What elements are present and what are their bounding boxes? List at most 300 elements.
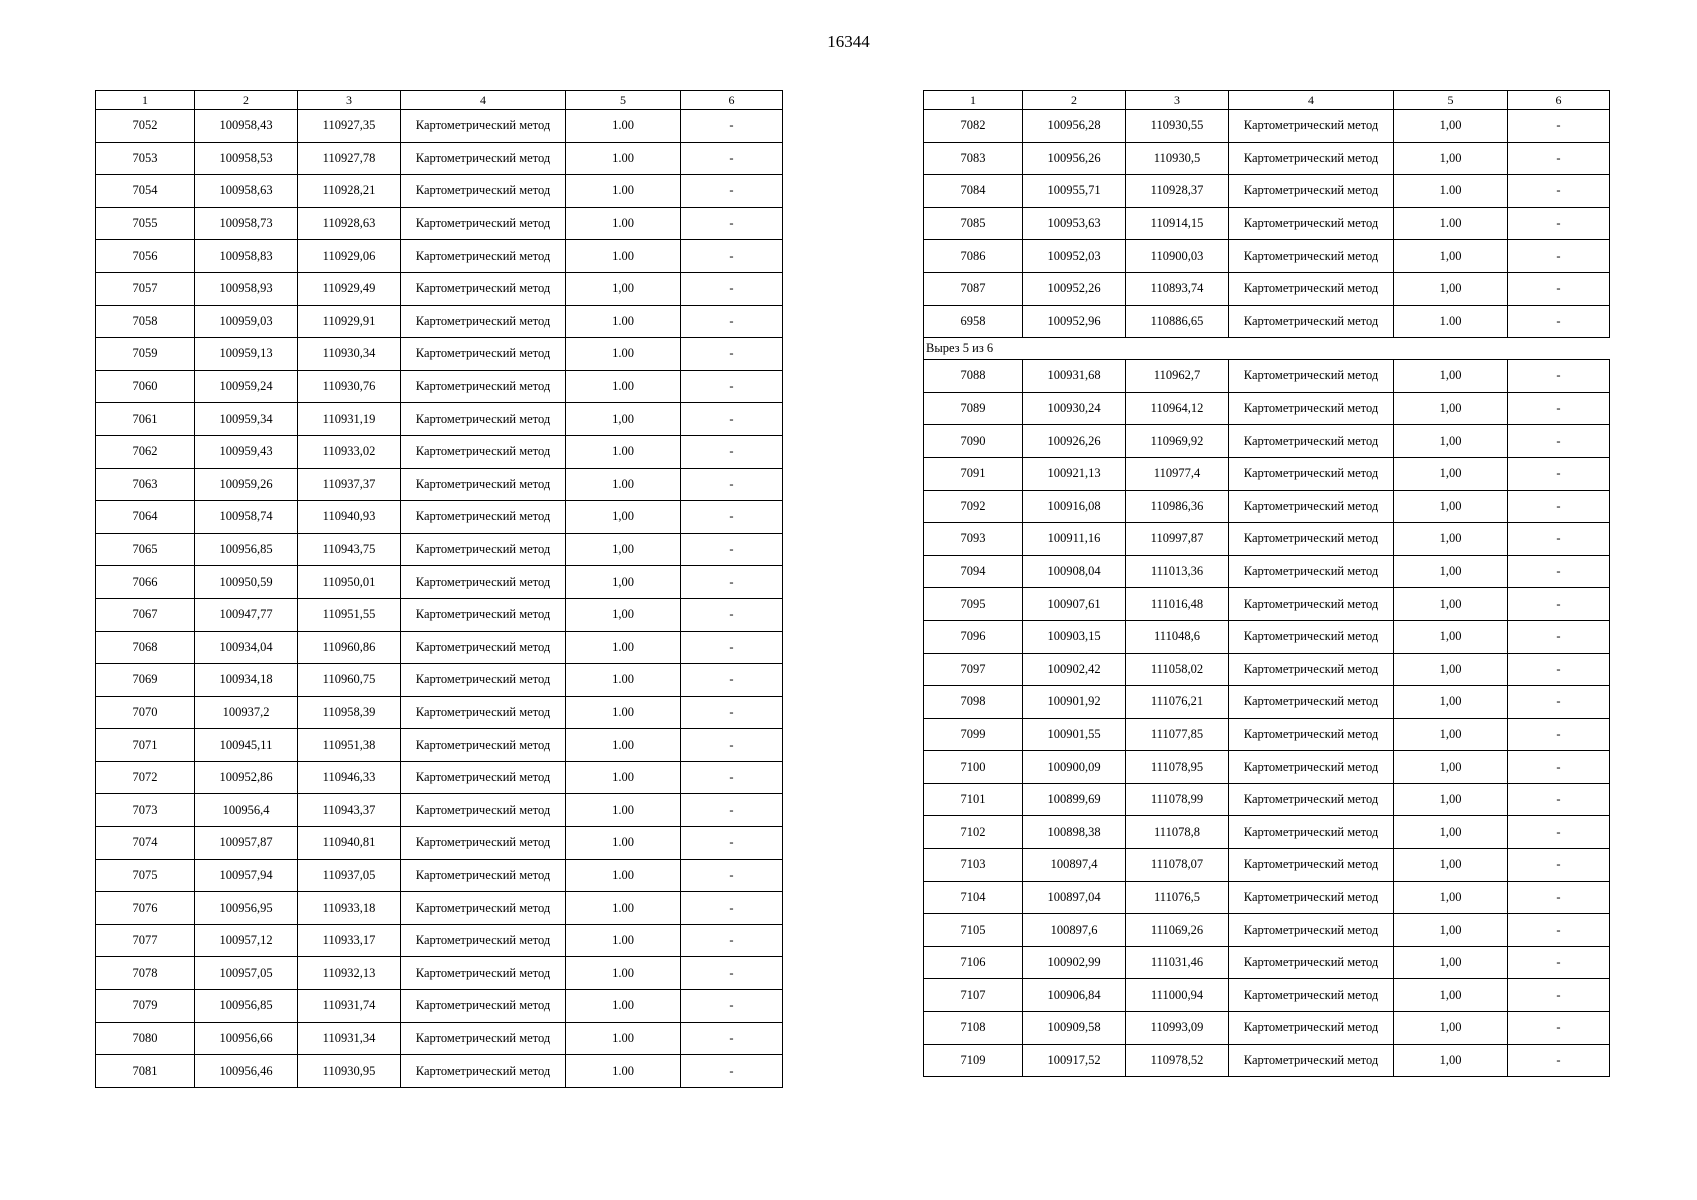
point-number-cell: 7063 (96, 468, 195, 501)
point-number-cell: 7098 (924, 686, 1023, 719)
table-row (96, 240, 783, 273)
description-cell: - (1508, 523, 1610, 556)
description-cell: - (681, 501, 783, 534)
y-coordinate-cell: 110986,36 (1126, 490, 1229, 523)
accuracy-cell: 1,00 (1394, 490, 1508, 523)
table-row (96, 761, 783, 794)
x-coordinate-cell: 100959,24 (195, 370, 298, 403)
point-number-cell: 7054 (96, 175, 195, 208)
table-row (924, 272, 1610, 305)
method-cell: Картометрический метод (401, 403, 566, 436)
accuracy-cell: 1,00 (1394, 360, 1508, 393)
x-coordinate-cell: 100901,55 (1023, 718, 1126, 751)
description-cell: - (681, 240, 783, 273)
description-cell: - (1508, 849, 1610, 882)
x-coordinate-cell: 100958,93 (195, 272, 298, 305)
description-cell: - (1508, 490, 1610, 523)
table-row (96, 990, 783, 1023)
method-cell: Картометрический метод (401, 892, 566, 925)
point-number-cell: 7106 (924, 946, 1023, 979)
accuracy-cell: 1,00 (1394, 110, 1508, 143)
accuracy-cell: 1.00 (566, 468, 681, 501)
y-coordinate-cell: 110929,06 (298, 240, 401, 273)
coordinates-table-left (95, 90, 783, 1088)
x-coordinate-cell: 100950,59 (195, 566, 298, 599)
point-number-cell: 6958 (924, 305, 1023, 338)
description-cell: - (681, 370, 783, 403)
method-cell: Картометрический метод (401, 761, 566, 794)
x-coordinate-cell: 100956,85 (195, 533, 298, 566)
table-row (924, 305, 1610, 338)
method-cell: Картометрический метод (401, 729, 566, 762)
x-coordinate-cell: 100897,04 (1023, 881, 1126, 914)
x-coordinate-cell: 100955,71 (1023, 175, 1126, 208)
x-coordinate-cell: 100959,26 (195, 468, 298, 501)
description-cell: - (681, 631, 783, 664)
x-coordinate-cell: 100956,26 (1023, 142, 1126, 175)
accuracy-cell: 1.00 (566, 892, 681, 925)
x-coordinate-cell: 100934,18 (195, 664, 298, 697)
x-coordinate-cell: 100958,74 (195, 501, 298, 534)
y-coordinate-cell: 110960,86 (298, 631, 401, 664)
description-cell: - (681, 924, 783, 957)
description-cell: - (1508, 110, 1610, 143)
description-cell: - (1508, 240, 1610, 273)
y-coordinate-cell: 110928,37 (1126, 175, 1229, 208)
y-coordinate-cell: 110930,5 (1126, 142, 1229, 175)
method-cell: Картометрический метод (401, 501, 566, 534)
y-coordinate-cell: 110960,75 (298, 664, 401, 697)
accuracy-cell: 1.00 (566, 924, 681, 957)
description-cell: - (681, 892, 783, 925)
y-coordinate-cell: 111016,48 (1126, 588, 1229, 621)
description-cell: - (1508, 457, 1610, 490)
table-header-row (96, 91, 783, 110)
description-cell: - (1508, 207, 1610, 240)
y-coordinate-cell: 110969,92 (1126, 425, 1229, 458)
accuracy-cell: 1,00 (1394, 849, 1508, 882)
description-cell: - (1508, 686, 1610, 719)
accuracy-cell: 1,00 (1394, 457, 1508, 490)
table-row (96, 501, 783, 534)
accuracy-cell: 1.00 (566, 240, 681, 273)
y-coordinate-cell: 111013,36 (1126, 555, 1229, 588)
point-number-cell: 7086 (924, 240, 1023, 273)
accuracy-cell: 1.00 (566, 696, 681, 729)
description-cell: - (681, 272, 783, 305)
accuracy-cell: 1,00 (1394, 142, 1508, 175)
description-cell: - (681, 305, 783, 338)
accuracy-cell: 1.00 (566, 729, 681, 762)
x-coordinate-cell: 100957,05 (195, 957, 298, 990)
accuracy-cell: 1,00 (1394, 979, 1508, 1012)
point-number-cell: 7056 (96, 240, 195, 273)
y-coordinate-cell: 110929,49 (298, 272, 401, 305)
method-cell: Картометрический метод (1229, 1012, 1394, 1045)
method-cell: Картометрический метод (1229, 360, 1394, 393)
description-cell: - (1508, 718, 1610, 751)
point-number-cell: 7107 (924, 979, 1023, 1012)
column-header: 5 (566, 91, 681, 110)
point-number-cell: 7082 (924, 110, 1023, 143)
description-cell: - (681, 598, 783, 631)
point-number-cell: 7073 (96, 794, 195, 827)
accuracy-cell: 1.00 (566, 1055, 681, 1088)
point-number-cell: 7102 (924, 816, 1023, 849)
table-row (924, 142, 1610, 175)
x-coordinate-cell: 100959,03 (195, 305, 298, 338)
x-coordinate-cell: 100959,43 (195, 435, 298, 468)
description-cell: - (681, 990, 783, 1023)
y-coordinate-cell: 110933,18 (298, 892, 401, 925)
table-row (96, 566, 783, 599)
accuracy-cell: 1,00 (1394, 914, 1508, 947)
point-number-cell: 7072 (96, 761, 195, 794)
method-cell: Картометрический метод (401, 338, 566, 371)
x-coordinate-cell: 100903,15 (1023, 620, 1126, 653)
section-divider (924, 338, 1610, 360)
accuracy-cell: 1.00 (566, 338, 681, 371)
method-cell: Картометрический метод (1229, 816, 1394, 849)
table-row (96, 305, 783, 338)
description-cell: - (1508, 1012, 1610, 1045)
accuracy-cell: 1,00 (1394, 620, 1508, 653)
table-row (924, 523, 1610, 556)
table-row (96, 794, 783, 827)
method-cell: Картометрический метод (1229, 305, 1394, 338)
point-number-cell: 7085 (924, 207, 1023, 240)
accuracy-cell: 1,00 (1394, 555, 1508, 588)
accuracy-cell: 1,00 (566, 598, 681, 631)
method-cell: Картометрический метод (401, 957, 566, 990)
point-number-cell: 7093 (924, 523, 1023, 556)
description-cell: - (1508, 979, 1610, 1012)
description-cell: - (1508, 816, 1610, 849)
y-coordinate-cell: 110962,7 (1126, 360, 1229, 393)
point-number-cell: 7065 (96, 533, 195, 566)
method-cell: Картометрический метод (1229, 718, 1394, 751)
y-coordinate-cell: 110997,87 (1126, 523, 1229, 556)
accuracy-cell: 1.00 (1394, 305, 1508, 338)
point-number-cell: 7108 (924, 1012, 1023, 1045)
description-cell: - (681, 761, 783, 794)
point-number-cell: 7099 (924, 718, 1023, 751)
point-number-cell: 7089 (924, 392, 1023, 425)
y-coordinate-cell: 110940,93 (298, 501, 401, 534)
table-row (96, 272, 783, 305)
method-cell: Картометрический метод (1229, 979, 1394, 1012)
method-cell: Картометрический метод (401, 240, 566, 273)
table-row (924, 783, 1610, 816)
accuracy-cell: 1.00 (566, 794, 681, 827)
method-cell: Картометрический метод (1229, 272, 1394, 305)
accuracy-cell: 1,00 (566, 501, 681, 534)
point-number-cell: 7067 (96, 598, 195, 631)
point-number-cell: 7101 (924, 783, 1023, 816)
method-cell: Картометрический метод (401, 110, 566, 143)
y-coordinate-cell: 110993,09 (1126, 1012, 1229, 1045)
x-coordinate-cell: 100958,63 (195, 175, 298, 208)
x-coordinate-cell: 100902,42 (1023, 653, 1126, 686)
description-cell: - (681, 468, 783, 501)
y-coordinate-cell: 111078,07 (1126, 849, 1229, 882)
point-number-cell: 7087 (924, 272, 1023, 305)
y-coordinate-cell: 110932,13 (298, 957, 401, 990)
x-coordinate-cell: 100908,04 (1023, 555, 1126, 588)
method-cell: Картометрический метод (1229, 457, 1394, 490)
page-number: 16344 (827, 32, 870, 51)
description-cell: - (1508, 751, 1610, 784)
description-cell: - (681, 1055, 783, 1088)
method-cell: Картометрический метод (401, 631, 566, 664)
table-row (924, 175, 1610, 208)
y-coordinate-cell: 111031,46 (1126, 946, 1229, 979)
y-coordinate-cell: 110943,37 (298, 794, 401, 827)
point-number-cell: 7092 (924, 490, 1023, 523)
accuracy-cell: 1,00 (1394, 881, 1508, 914)
description-cell: - (681, 533, 783, 566)
accuracy-cell: 1,00 (1394, 718, 1508, 751)
point-number-cell: 7068 (96, 631, 195, 664)
y-coordinate-cell: 110937,37 (298, 468, 401, 501)
method-cell: Картометрический метод (1229, 881, 1394, 914)
description-cell: - (681, 859, 783, 892)
table-row (924, 207, 1610, 240)
x-coordinate-cell: 100953,63 (1023, 207, 1126, 240)
description-cell: - (1508, 425, 1610, 458)
accuracy-cell: 1.00 (566, 827, 681, 860)
y-coordinate-cell: 110943,75 (298, 533, 401, 566)
x-coordinate-cell: 100958,73 (195, 207, 298, 240)
method-cell: Картометрический метод (401, 794, 566, 827)
table-row (96, 729, 783, 762)
description-cell: - (681, 794, 783, 827)
method-cell: Картометрический метод (1229, 110, 1394, 143)
y-coordinate-cell: 110951,38 (298, 729, 401, 762)
y-coordinate-cell: 110933,17 (298, 924, 401, 957)
description-cell: - (681, 175, 783, 208)
table-row (924, 425, 1610, 458)
table-row (96, 664, 783, 697)
column-header: 2 (195, 91, 298, 110)
x-coordinate-cell: 100909,58 (1023, 1012, 1126, 1045)
y-coordinate-cell: 110886,65 (1126, 305, 1229, 338)
y-coordinate-cell: 110951,55 (298, 598, 401, 631)
method-cell: Картометрический метод (1229, 686, 1394, 719)
table-row (96, 338, 783, 371)
y-coordinate-cell: 110929,91 (298, 305, 401, 338)
point-number-cell: 7100 (924, 751, 1023, 784)
accuracy-cell: 1.00 (566, 664, 681, 697)
method-cell: Картометрический метод (401, 435, 566, 468)
y-coordinate-cell: 111078,95 (1126, 751, 1229, 784)
table-row (96, 924, 783, 957)
table-row (96, 598, 783, 631)
description-cell: - (681, 435, 783, 468)
accuracy-cell: 1,00 (1394, 523, 1508, 556)
accuracy-cell: 1,00 (1394, 240, 1508, 273)
method-cell: Картометрический метод (1229, 240, 1394, 273)
y-coordinate-cell: 111069,26 (1126, 914, 1229, 947)
description-cell: - (681, 696, 783, 729)
point-number-cell: 7070 (96, 696, 195, 729)
point-number-cell: 7079 (96, 990, 195, 1023)
table-row (96, 957, 783, 990)
table-row (924, 653, 1610, 686)
point-number-cell: 7077 (96, 924, 195, 957)
x-coordinate-cell: 100907,61 (1023, 588, 1126, 621)
description-cell: - (1508, 914, 1610, 947)
section-row (924, 338, 1610, 360)
description-cell: - (681, 142, 783, 175)
y-coordinate-cell: 110930,34 (298, 338, 401, 371)
method-cell: Картометрический метод (1229, 1044, 1394, 1077)
coordinates-table-right (923, 90, 1610, 1077)
x-coordinate-cell: 100952,26 (1023, 272, 1126, 305)
description-cell: - (681, 207, 783, 240)
method-cell: Картометрический метод (1229, 392, 1394, 425)
x-coordinate-cell: 100937,2 (195, 696, 298, 729)
x-coordinate-cell: 100930,24 (1023, 392, 1126, 425)
accuracy-cell: 1,00 (566, 566, 681, 599)
description-cell: - (681, 729, 783, 762)
table-row (924, 555, 1610, 588)
method-cell: Картометрический метод (401, 1055, 566, 1088)
method-cell: Картометрический метод (401, 468, 566, 501)
accuracy-cell: 1.00 (566, 175, 681, 208)
accuracy-cell: 1.00 (566, 207, 681, 240)
x-coordinate-cell: 100957,94 (195, 859, 298, 892)
point-number-cell: 7053 (96, 142, 195, 175)
method-cell: Картометрический метод (401, 1022, 566, 1055)
table-row (924, 816, 1610, 849)
method-cell: Картометрический метод (1229, 751, 1394, 784)
point-number-cell: 7066 (96, 566, 195, 599)
y-coordinate-cell: 110958,39 (298, 696, 401, 729)
x-coordinate-cell: 100956,4 (195, 794, 298, 827)
description-cell: - (681, 664, 783, 697)
table-row (96, 827, 783, 860)
description-cell: - (681, 566, 783, 599)
table-row (96, 110, 783, 143)
table-row (924, 620, 1610, 653)
right-table-body-bottom (924, 360, 1610, 1077)
method-cell: Картометрический метод (1229, 425, 1394, 458)
x-coordinate-cell: 100959,13 (195, 338, 298, 371)
description-cell: - (1508, 881, 1610, 914)
point-number-cell: 7090 (924, 425, 1023, 458)
method-cell: Картометрический метод (1229, 849, 1394, 882)
description-cell: - (1508, 946, 1610, 979)
x-coordinate-cell: 100934,04 (195, 631, 298, 664)
table-row (924, 946, 1610, 979)
accuracy-cell: 1,00 (1394, 653, 1508, 686)
method-cell: Картометрический метод (1229, 620, 1394, 653)
x-coordinate-cell: 100926,26 (1023, 425, 1126, 458)
description-cell: - (1508, 555, 1610, 588)
method-cell: Картометрический метод (401, 924, 566, 957)
x-coordinate-cell: 100921,13 (1023, 457, 1126, 490)
accuracy-cell: 1,00 (1394, 425, 1508, 458)
column-header: 4 (1229, 91, 1394, 110)
x-coordinate-cell: 100952,86 (195, 761, 298, 794)
point-number-cell: 7097 (924, 653, 1023, 686)
y-coordinate-cell: 111077,85 (1126, 718, 1229, 751)
x-coordinate-cell: 100947,77 (195, 598, 298, 631)
x-coordinate-cell: 100917,52 (1023, 1044, 1126, 1077)
table-row (96, 370, 783, 403)
point-number-cell: 7057 (96, 272, 195, 305)
accuracy-cell: 1,00 (1394, 392, 1508, 425)
table-row (96, 859, 783, 892)
y-coordinate-cell: 110927,35 (298, 110, 401, 143)
point-number-cell: 7062 (96, 435, 195, 468)
point-number-cell: 7074 (96, 827, 195, 860)
y-coordinate-cell: 111078,8 (1126, 816, 1229, 849)
point-number-cell: 7076 (96, 892, 195, 925)
method-cell: Картометрический метод (1229, 914, 1394, 947)
table-row (96, 892, 783, 925)
y-coordinate-cell: 110977,4 (1126, 457, 1229, 490)
y-coordinate-cell: 111078,99 (1126, 783, 1229, 816)
point-number-cell: 7083 (924, 142, 1023, 175)
y-coordinate-cell: 110930,95 (298, 1055, 401, 1088)
point-number-cell: 7109 (924, 1044, 1023, 1077)
accuracy-cell: 1.00 (566, 110, 681, 143)
description-cell: - (1508, 305, 1610, 338)
accuracy-cell: 1,00 (1394, 783, 1508, 816)
point-number-cell: 7103 (924, 849, 1023, 882)
accuracy-cell: 1.00 (566, 957, 681, 990)
table-row (924, 914, 1610, 947)
table-row (96, 435, 783, 468)
accuracy-cell: 1,00 (566, 272, 681, 305)
column-header: 1 (924, 91, 1023, 110)
column-header: 6 (681, 91, 783, 110)
y-coordinate-cell: 110930,55 (1126, 110, 1229, 143)
accuracy-cell: 1,00 (1394, 751, 1508, 784)
x-coordinate-cell: 100901,92 (1023, 686, 1126, 719)
x-coordinate-cell: 100899,69 (1023, 783, 1126, 816)
column-header: 4 (401, 91, 566, 110)
description-cell: - (1508, 783, 1610, 816)
point-number-cell: 7095 (924, 588, 1023, 621)
table-row (96, 696, 783, 729)
table-row (96, 1055, 783, 1088)
y-coordinate-cell: 111000,94 (1126, 979, 1229, 1012)
table-row (924, 718, 1610, 751)
description-cell: - (1508, 588, 1610, 621)
description-cell: - (681, 827, 783, 860)
method-cell: Картометрический метод (401, 859, 566, 892)
point-number-cell: 7104 (924, 881, 1023, 914)
x-coordinate-cell: 100956,46 (195, 1055, 298, 1088)
table-row (924, 457, 1610, 490)
accuracy-cell: 1,00 (1394, 816, 1508, 849)
x-coordinate-cell: 100959,34 (195, 403, 298, 436)
table-row (96, 533, 783, 566)
accuracy-cell: 1.00 (1394, 207, 1508, 240)
method-cell: Картометрический метод (401, 598, 566, 631)
accuracy-cell: 1.00 (566, 990, 681, 1023)
point-number-cell: 7096 (924, 620, 1023, 653)
y-coordinate-cell: 110928,63 (298, 207, 401, 240)
accuracy-cell: 1.00 (566, 761, 681, 794)
x-coordinate-cell: 100958,43 (195, 110, 298, 143)
point-number-cell: 7061 (96, 403, 195, 436)
method-cell: Картометрический метод (401, 533, 566, 566)
method-cell: Картометрический метод (1229, 523, 1394, 556)
